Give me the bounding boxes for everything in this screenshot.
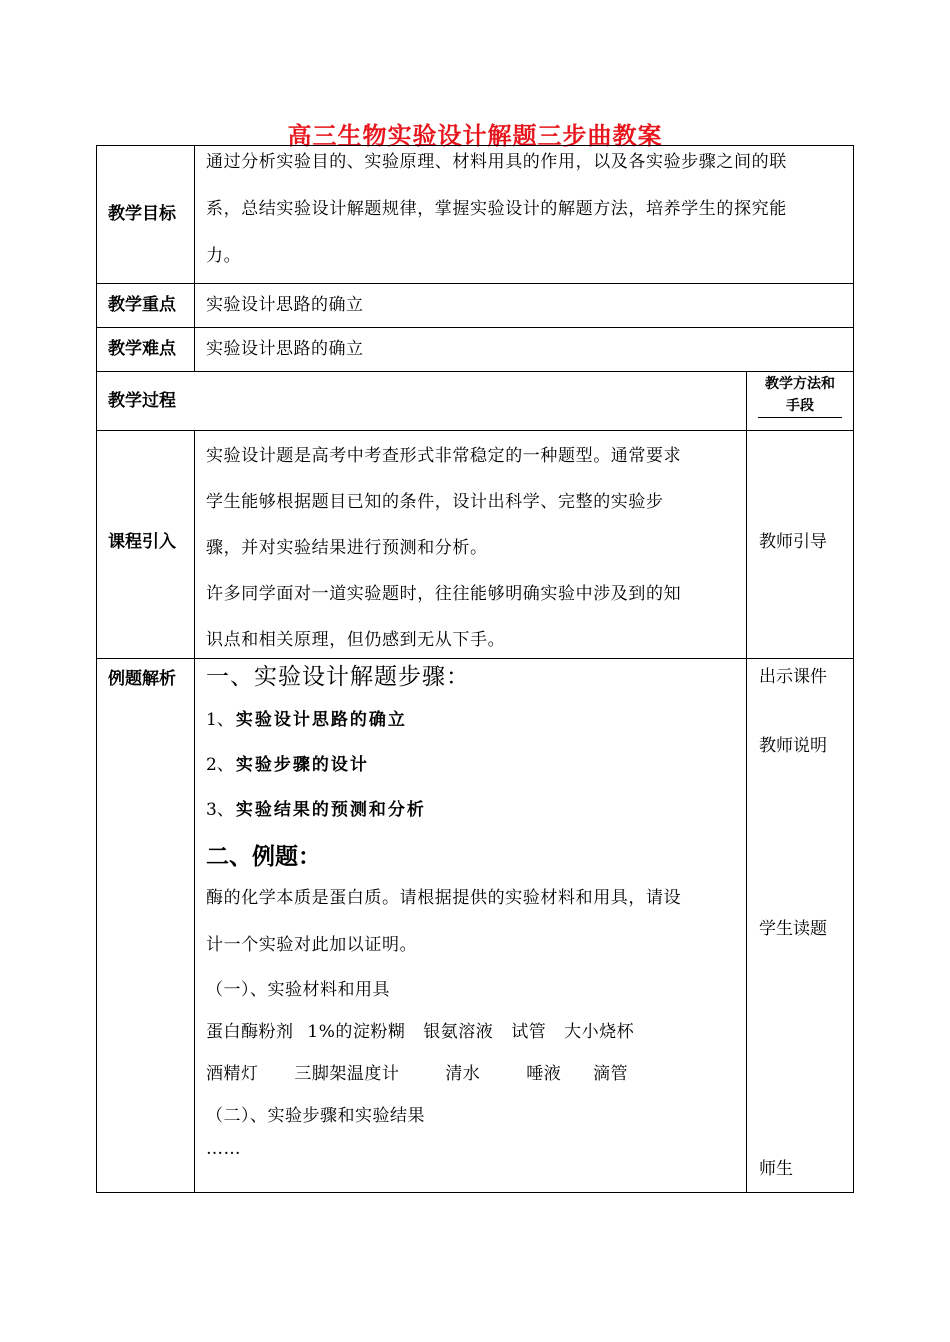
method-header-line: 手段 [758, 395, 842, 418]
step-text: 实验结果的预测和分析 [235, 800, 426, 820]
row-divider [96, 327, 854, 328]
step-number: 3、 [206, 800, 234, 820]
table-border-left [96, 145, 97, 1193]
column-divider [746, 371, 747, 1192]
example-label: 例题解析 [108, 669, 176, 689]
table-border-bottom [96, 1192, 854, 1193]
objective-line: 通过分析实验目的、实验原理、材料用具的作用，以及各实验步骤之间的联 [206, 152, 787, 172]
step-number: 2、 [206, 755, 234, 775]
process-label: 教学过程 [108, 391, 176, 411]
document-title: 高三生物实验设计解题三步曲教案 [287, 121, 663, 150]
lesson-plan-table [96, 145, 854, 1193]
method-note: 教师说明 [759, 736, 827, 756]
intro-line: 骤，并对实验结果进行预测和分析。 [206, 538, 488, 558]
intro-line: 许多同学面对一道实验题时，往往能够明确实验中涉及到的知 [206, 584, 682, 604]
materials-heading: （一）、实验材料和用具 [206, 980, 390, 1000]
material-item: 三脚架温度计 [294, 1064, 400, 1084]
steps-heading: （二）、实验步骤和实验结果 [206, 1106, 425, 1126]
intro-text [206, 433, 741, 663]
step-text: 实验设计思路的确立 [235, 710, 407, 730]
method-note: 学生读题 [759, 919, 827, 939]
row-divider [96, 430, 854, 431]
section-heading-steps: 一、实验设计解题步骤： [206, 664, 470, 690]
objective-text [206, 139, 851, 280]
material-item: 1%的淀粉糊 [307, 1022, 406, 1042]
method-note: 出示课件 [759, 667, 827, 687]
intro-line: 实验设计题是高考中考查形式非常稳定的一种题型。通常要求 [206, 446, 682, 466]
section-heading-example: 二、例题： [206, 844, 321, 870]
material-item: 银氨溶液 [423, 1022, 494, 1042]
focus-text: 实验设计思路的确立 [206, 295, 364, 315]
step-number: 1、 [206, 710, 234, 730]
material-item: 试管 [511, 1022, 547, 1042]
question-line: 计一个实验对此加以证明。 [206, 935, 418, 955]
method-header-line: 教学方法和 [765, 376, 835, 392]
step-item [206, 795, 426, 820]
objective-line: 力。 [206, 246, 242, 266]
material-item: 唾液 [526, 1064, 562, 1084]
intro-method: 教师引导 [759, 532, 827, 552]
material-item: 滴管 [593, 1064, 629, 1084]
objective-label: 教学目标 [108, 204, 176, 224]
difficulty-label: 教学难点 [108, 339, 176, 359]
materials-row [206, 1017, 741, 1042]
ellipsis: …… [206, 1139, 241, 1159]
material-item: 清水 [445, 1064, 481, 1084]
material-item: 大小烧杯 [564, 1022, 635, 1042]
materials-row [206, 1059, 741, 1084]
method-header [747, 373, 853, 418]
step-item [206, 750, 369, 775]
material-item: 蛋白酶粉剂 [206, 1022, 294, 1042]
column-divider [194, 430, 195, 1192]
intro-line: 识点和相关原理，但仍感到无从下手。 [206, 630, 506, 650]
intro-label: 课程引入 [108, 532, 176, 552]
objective-line: 系，总结实验设计解题规律，掌握实验设计的解题方法，培养学生的探究能 [206, 199, 787, 219]
method-note: 师生 [759, 1159, 793, 1179]
question-line: 酶的化学本质是蛋白质。请根据提供的实验材料和用具，请设 [206, 888, 682, 908]
question-text [206, 875, 741, 969]
table-border-right [853, 145, 854, 1193]
step-text: 实验步骤的设计 [235, 755, 369, 775]
material-item: 酒精灯 [206, 1064, 259, 1084]
intro-line: 学生能够根据题目已知的条件，设计出科学、完整的实验步 [206, 492, 664, 512]
column-divider [194, 145, 195, 371]
difficulty-text: 实验设计思路的确立 [206, 339, 364, 359]
focus-label: 教学重点 [108, 295, 176, 315]
row-divider [96, 283, 854, 284]
row-divider [96, 371, 854, 372]
step-item [206, 705, 407, 730]
